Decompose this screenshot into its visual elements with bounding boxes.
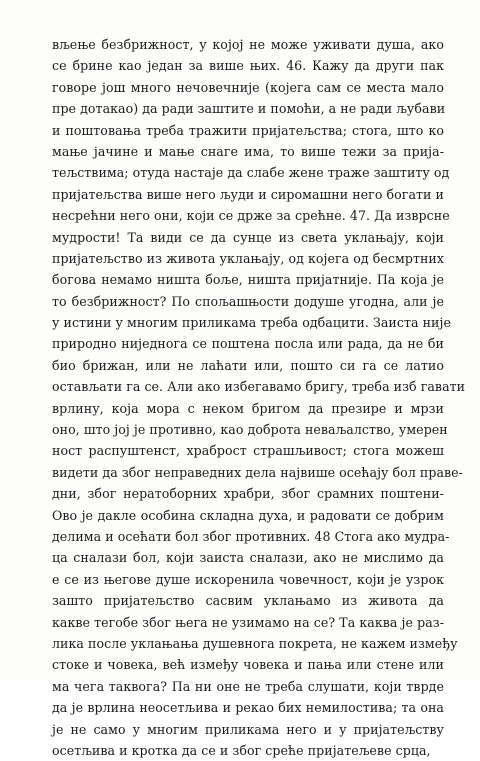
text-line: је не само у многим приликама него и у пријатељству [52,721,444,737]
text-line: да је врлина неосетљива и рекао бих немилостива; та она [52,700,444,716]
text-line: и поштовања треба тражити пријатељства; стога, што ко [52,122,444,138]
text-line: стоке и човека, већ између човека и пања или стене или [52,657,444,673]
text-line: Ово је дакле особина складна духа, и радовати се добрим [52,507,444,523]
text-line: ца сналази бол, који заиста сналази, ако не мислимо да [52,550,444,566]
text-line: какве тегобе због њега не узимамо на се? Та каква је раз- [52,614,444,630]
text-line: вљење безбрижност, у којој не може уживати душа, ако [52,37,444,52]
text-line: видети да због неправедних дела највише осећају бол праве- [52,464,463,480]
text-line: мање јачине и мање снаге има, то више тежи за прија- [52,143,444,159]
text-line: ност распуштенст, храброст страшљивост; стога можеш [52,443,444,459]
text-line: мудрости! Та види се да сунце из света уклањају, који [52,229,444,245]
text-line: зашто пријатељство сасвим уклањамо из живота да [52,593,444,609]
text-line: богова немамо ништа боље, ништа пријатније. Па која је [52,272,444,288]
text-line: оно, што јој је противно, као доброта неваљалство, умерен [52,422,448,438]
text-line: дни, због нератоборних храбри, због срамних поштени- [52,486,444,502]
text-line: остављати га се. Али ако избегавамо бригу, треба изб гавати [52,379,466,395]
text-line: у истини у многим приликама треба одбацити. Заиста није [52,315,451,331]
text-line: пријатељства више него људи и сиромашни него богати и [52,186,444,202]
text-line: делима и осећати бол због противних. 48 Стога ако мудра- [52,528,450,544]
text-line: пријатељство из живота уклањају, од којега од бесмртних [52,250,444,266]
text-line: био брижан, или не лаћати или, пошто си га се латио [52,357,444,373]
text-line: се брине као један за више њих. 46. Кажу да други пак [52,58,444,74]
text-line: осетљива и кротка да се и због среће пријатељеве срца, [52,742,431,758]
text-line: говоре још много нечовечније (којега сам се места мало [52,79,444,95]
text-line: несрећни него они, који се држе за срећне. 47. Да изврсне [52,208,450,224]
body-text [52,34,466,761]
text-line: лика после уклањања душевнога покрета, не кажем између [52,635,458,651]
text-line: природно ниједнога се поштена посла или рада, да не би [52,336,444,352]
text-line: е се из његове душе искоренила човечност, који је узрок [52,571,444,587]
text-line: ма чега таквога? Па ни оне не треба слушати, који тврде [52,678,444,694]
text-line: тељствима; отуда настаје да слабе жене траже заштиту од [52,165,450,181]
text-line: то безбрижност? По спољашњости додуше угодна, али је [52,293,444,309]
text-line: пре дотакао) да ради заштите и помоћи, а не ради љубави [52,101,446,117]
text-line: врлину, која мора с неком бригом да презире и мрзи [52,400,444,416]
